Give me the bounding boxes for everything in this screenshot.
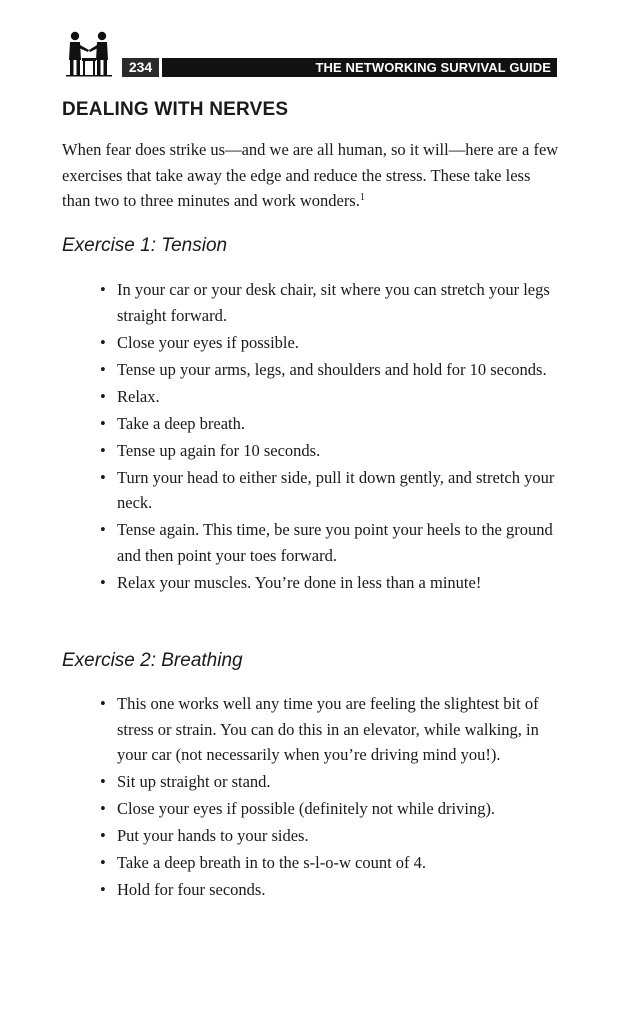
exercise-1-heading: Exercise 1: Tension xyxy=(62,235,228,256)
running-title: THE NETWORKING SURVIVAL GUIDE xyxy=(315,60,551,75)
list-item: • Relax. xyxy=(117,384,557,410)
list-item: • In your car or your desk chair, sit where you can stretch your legs straight forward. xyxy=(117,277,557,328)
list-item: • Tense again. This time, be sure you point your heels to the ground and then point your toes forward. xyxy=(117,517,557,568)
page-number: 234 xyxy=(122,58,162,77)
handshake-figures-icon xyxy=(58,30,122,78)
intro-paragraph xyxy=(62,137,562,214)
list-item: • Sit up straight or stand. xyxy=(117,769,557,795)
list-item: • Turn your head to either side, pull it down gently, and stretch your neck. xyxy=(117,465,557,516)
list-item: • Put your hands to your sides. xyxy=(117,823,557,849)
list-item: • Tense up again for 10 seconds. xyxy=(117,438,557,464)
intro-text: When fear does strike us—and we are all human, so it will—here are a few exercises that take away the edge and reduce the stress. These take less than two to three minutes and work wonders. xyxy=(62,140,559,210)
list-item: • Relax your muscles. You’re done in less than a minute! xyxy=(117,570,557,596)
list-item: • Close your eyes if possible. xyxy=(117,330,557,356)
footnote-marker: 1 xyxy=(359,192,365,203)
list-item: • Take a deep breath. xyxy=(117,411,557,437)
page-header xyxy=(58,30,558,80)
exercise-1-list xyxy=(117,277,557,597)
exercise-2-heading: Exercise 2: Breathing xyxy=(62,650,243,671)
section-heading: DEALING WITH NERVES xyxy=(62,99,289,120)
header-bar xyxy=(122,58,557,77)
list-item: • This one works well any time you are feeling the slightest bit of stress or strain. You can do this in an elevator, while walking, in your car (not necessarily when you’re driving mind you!). xyxy=(117,691,557,768)
list-item: • Tense up your arms, legs, and shoulders and hold for 10 seconds. xyxy=(117,357,557,383)
list-item: • Hold for four seconds. xyxy=(117,877,557,903)
exercise-2-list xyxy=(117,691,557,904)
list-item: • Take a deep breath in to the s-l-o-w count of 4. xyxy=(117,850,557,876)
list-item: • Close your eyes if possible (definitely not while driving). xyxy=(117,796,557,822)
